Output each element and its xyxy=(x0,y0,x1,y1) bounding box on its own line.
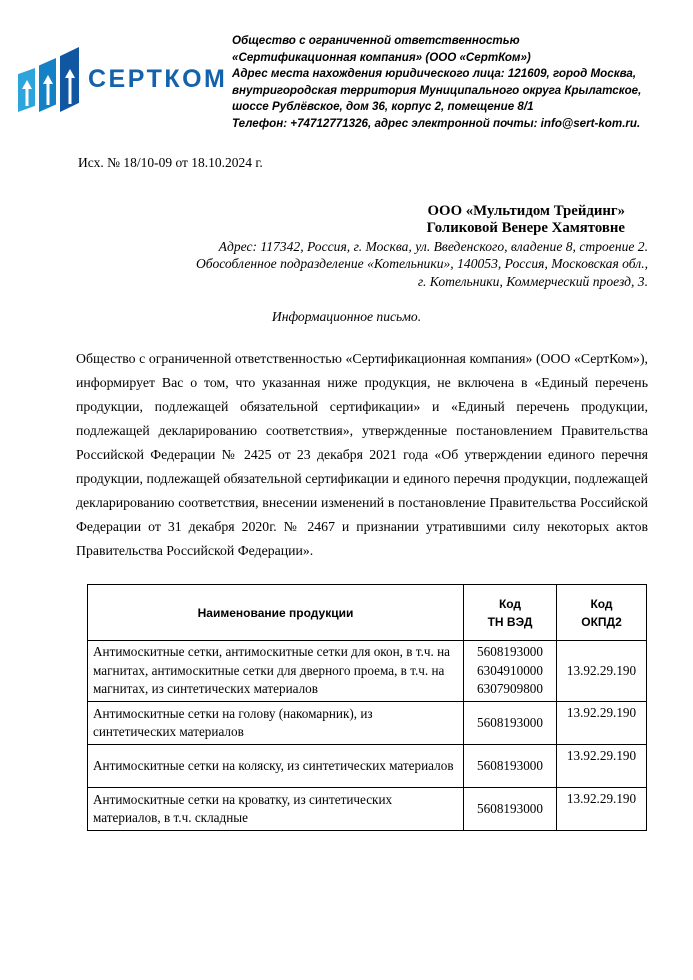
okpd2-code-cell: 13.92.29.190 xyxy=(557,641,647,702)
letterhead xyxy=(0,0,693,133)
logo-wordmark: СЕРТКОМ xyxy=(88,65,228,93)
addressee-block xyxy=(0,203,648,291)
letter-subject: Информационное письмо. xyxy=(271,309,422,325)
table-row xyxy=(88,702,647,745)
outgoing-ref-line: Исх. № 18/10-09 от 18.10.2024 г. xyxy=(78,154,263,170)
company-phone-email-line: Телефон: +74712771326, адрес электронной почты: info@sert-kom.ru. xyxy=(232,116,641,130)
table-header-row xyxy=(88,585,647,641)
company-name-line: Общество с ограниченной ответственностью xyxy=(232,34,520,47)
company-contact-block xyxy=(232,33,641,133)
product-name-cell: Антимоскитные сетки, антимоскитные сетки для окон, в т.ч. на магнитах, антимоскитные сетки для дверного проема, в т.ч. на магнитах, из синтетических материалов xyxy=(88,641,464,702)
logo-bar-icon xyxy=(60,47,79,112)
logo-bars-icon xyxy=(18,47,79,112)
column-header-product-name: Наименование продукции xyxy=(88,585,464,641)
addressee-address-line: Обособленное подразделение «Котельники», 140053, Россия, Московская обл., xyxy=(195,256,648,272)
company-address-line: Адрес места нахождения юридического лица: 121609, город Москва, xyxy=(232,67,637,81)
product-name-cell: Антимоскитные сетки на голову (накомарник), из синтетических материалов xyxy=(88,702,464,745)
okpd2-code-cell: 13.92.29.190 xyxy=(557,788,647,831)
product-name-cell: Антимоскитные сетки на кроватку, из синтетических материалов, в т.ч. складные xyxy=(88,788,464,831)
column-header-okpd2-code: Код ОКПД2 xyxy=(557,585,647,641)
table-row xyxy=(88,641,647,702)
company-logo xyxy=(18,47,228,112)
addressee-address-line: г. Котельники, Коммерческий проезд, 3. xyxy=(417,273,648,289)
letter-body-paragraph: Общество с ограниченной ответственностью «Сертификационная компания» (ООО «СертКом»), информирует Вас о том, что указанная ниже продукция, не включена в «Единый перечень продукции, подлежащей обязательной сертификации» и «Единый перечень продукции, подлежащей декларированию соответствия», утвержденные постановлением Правительства Российской Федерации № 2425 от 23 декабря 2021 года «Об утверждении единого перечня продукции, подлежащей обязательной сертификации и единого перечня продукции, подлежащей декларированию соответствия, внесении изменений в постановление Правительства Российской Федерации от 31 декабря 2020г. № 2467 и признании утратившими силу некоторых актов Правительства Российской Федерации». xyxy=(76,351,648,559)
tnved-code-cell: 5608193000 xyxy=(464,702,557,745)
tnved-code-cell: 5608193000 6304910000 6307909800 xyxy=(464,641,557,702)
column-header-tnved-code: Код ТН ВЭД xyxy=(464,585,557,641)
table-row xyxy=(88,788,647,831)
product-name-cell: Антимоскитные сетки на коляску, из синтетических материалов xyxy=(88,745,464,788)
tnved-code-cell: 5608193000 xyxy=(464,788,557,831)
company-address-line: шоссе Рублёвское, дом 36, корпус 2, помещение 8/1 xyxy=(232,100,534,114)
company-address-line: внутригородская территория Муниципального округа Крылатское, xyxy=(232,83,642,97)
logo-bar-icon xyxy=(18,68,35,112)
product-table xyxy=(87,584,647,831)
okpd2-code-cell: 13.92.29.190 xyxy=(557,702,647,745)
company-name-line: «Сертификационная компания» (ООО «СертКом») xyxy=(232,50,531,64)
okpd2-code-cell: 13.92.29.190 xyxy=(557,745,647,788)
logo-bar-icon xyxy=(39,58,56,112)
tnved-code-cell: 5608193000 xyxy=(464,745,557,788)
addressee-company: ООО «Мультидом Трейдинг» xyxy=(427,202,625,219)
addressee-address-line: Адрес: 117342, Россия, г. Москва, ул. Введенского, владение 8, строение 2. xyxy=(218,238,648,254)
table-row xyxy=(88,745,647,788)
addressee-person: Голиковой Венере Хамятовне xyxy=(426,220,625,237)
